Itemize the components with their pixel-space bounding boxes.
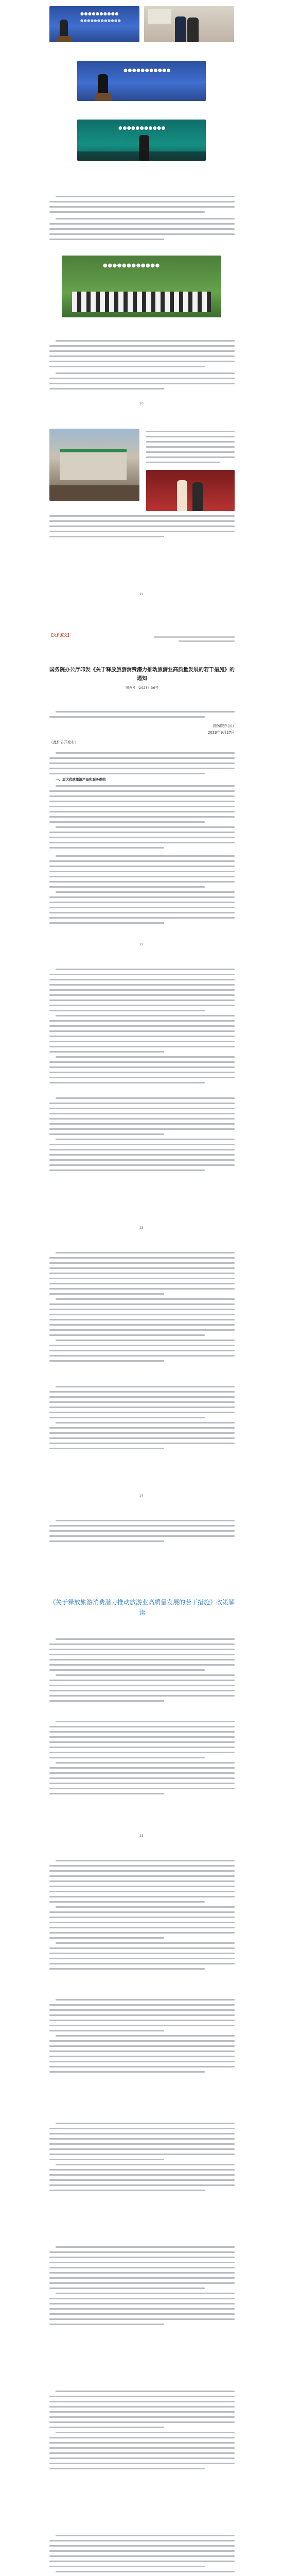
document-signoff: 国务院办公厅 2023年9月27日	[207, 724, 235, 735]
page-number: 21	[139, 592, 144, 596]
document-recipients	[49, 701, 235, 702]
document-title: 国务院办公厅印发《关于释放旅游消费潜力推动旅游业高质量发展的若干措施》的通知	[49, 667, 235, 682]
document-header-note	[154, 635, 235, 643]
conference-photo-4: ●●●●●●●●●●●	[77, 120, 206, 161]
document-body-4	[49, 969, 235, 1087]
document-intro	[49, 711, 235, 721]
interpretation-body-7	[49, 2391, 235, 2473]
interpretation-body-6	[49, 2246, 235, 2329]
photo-caption-3	[49, 164, 235, 165]
page-number: 20	[139, 402, 144, 405]
interpretation-body-2	[49, 1721, 235, 1798]
body-text-block-4	[49, 515, 235, 541]
document-body-6	[49, 1252, 235, 1365]
body-text-block-2	[49, 340, 235, 393]
document-body-5	[49, 1097, 235, 1175]
interpretation-title: 《关于释放旅游消费潜力推动旅游业高质量发展的若干措施》政策解读	[49, 1599, 235, 1616]
page-number: 25	[139, 1834, 144, 1838]
document-body-8	[49, 1520, 235, 1546]
document-body-2	[49, 785, 235, 852]
document-publish-note: （此件公开发布）	[49, 740, 78, 744]
body-text-block-3	[146, 431, 235, 467]
page-number: 23	[139, 1226, 144, 1230]
photo-caption-4	[49, 320, 235, 321]
photo-caption-1	[49, 45, 235, 46]
interpretation-body-3	[49, 1860, 235, 1973]
conference-photo-1: ●●●●●●●●●● ●●●●●●●●●●●●	[49, 6, 139, 42]
body-text-block-1	[49, 196, 235, 244]
interpretation-body-5	[49, 2123, 235, 2195]
street-photo	[49, 429, 139, 501]
conference-photo-3: ●●●●●●●●●●●	[77, 61, 206, 101]
photo-caption-5	[49, 539, 235, 540]
page-number: 24	[139, 1494, 144, 1498]
conference-photo-2	[144, 6, 234, 42]
document-tag: 【文件原文】	[49, 633, 71, 637]
interpretation-body-1	[49, 1638, 235, 1705]
photo-caption-2	[49, 104, 235, 105]
document-body-7	[49, 1386, 235, 1453]
page-number: 22	[139, 943, 144, 946]
document-body-3	[49, 855, 235, 927]
document-title-block	[49, 666, 235, 690]
document-number: 国办发〔2023〕36号	[126, 686, 158, 690]
document-heading-1: 一、加大优质旅游产品和服务供给	[56, 777, 106, 782]
interpretation-body-4	[49, 1999, 235, 2076]
document-body-1	[49, 752, 235, 778]
group-photo: ●●●●●●●●●●●●	[62, 256, 221, 317]
event-photo	[146, 470, 235, 511]
interpretation-body-8	[49, 2535, 235, 2576]
